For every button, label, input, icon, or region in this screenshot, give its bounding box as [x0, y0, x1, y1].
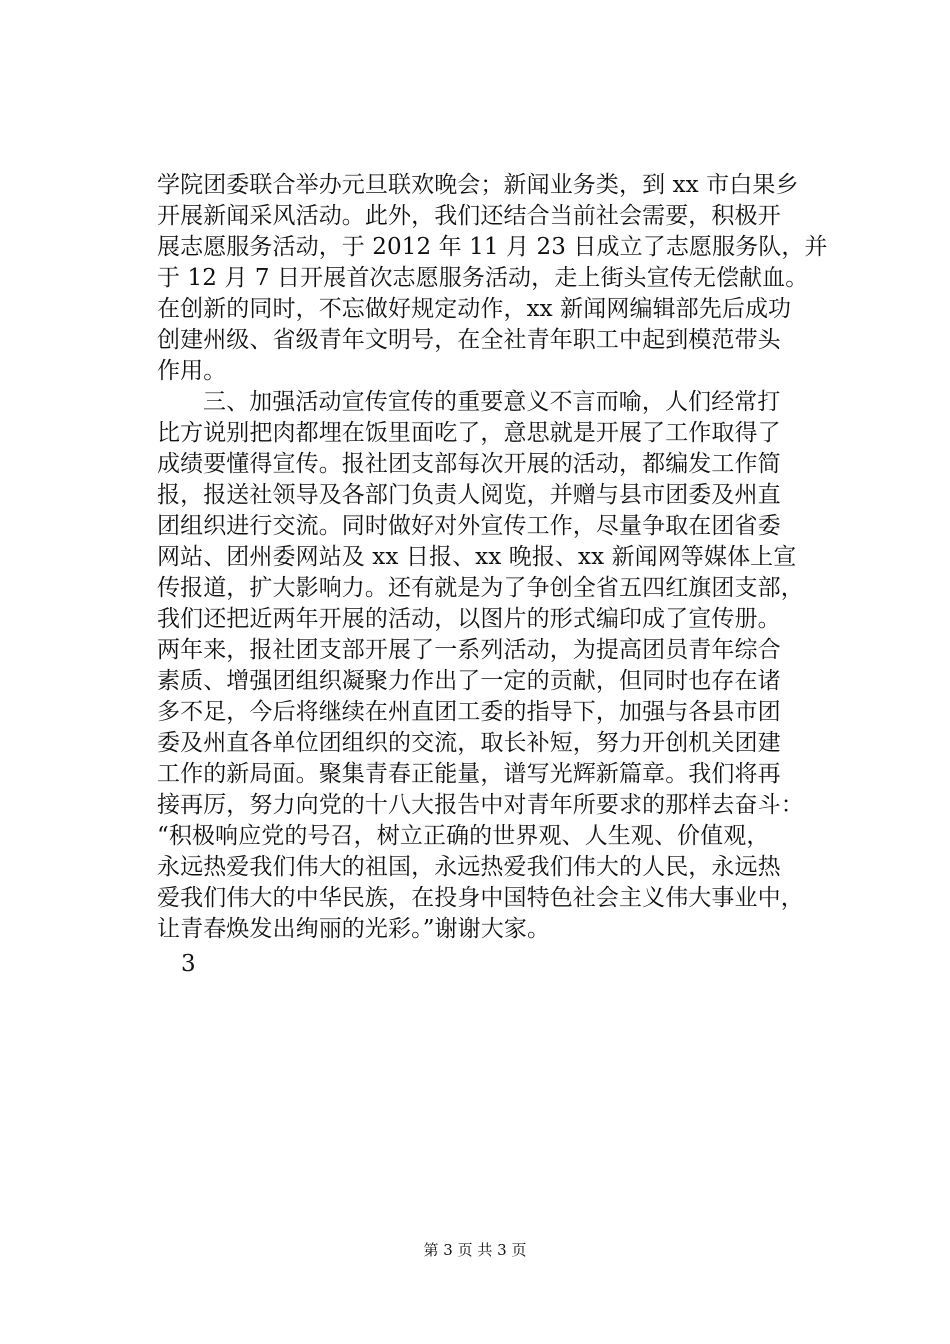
text-line: 开展新闻采风活动。此外，我们还结合当前社会需要，积极开: [157, 203, 781, 229]
text-line: 学院团委联合举办元旦联欢晚会；新闻业务类，到 xx 市白果乡: [157, 172, 799, 198]
text-line: 委及州直各单位团组织的交流，取长补短，努力开创机关团建: [157, 730, 781, 756]
text-line: 我们还把近两年开展的活动，以图片的形式编印成了宣传册。: [157, 606, 781, 632]
inline-page-number: 3: [181, 951, 196, 977]
text-line: 创建州级、省级青年文明号，在全社青年职工中起到模范带头: [157, 327, 781, 353]
text-line: 于 12 月 7 日开展首次志愿服务活动，走上街头宣传无偿献血。: [157, 265, 809, 291]
text-line: 爱我们伟大的中华民族，在投身中国特色社会主义伟大事业中，: [157, 885, 804, 911]
text-line: “积极响应党的号召，树立正确的世界观、人生观、价值观，: [157, 823, 770, 849]
text-line: 团组织进行交流。同时做好对外宣传工作，尽量争取在团省委: [157, 513, 781, 539]
page-footer: 第 3 页 共 3 页: [423, 1241, 527, 1259]
text-line: 作用。: [157, 358, 227, 384]
document-body: [157, 170, 847, 980]
text-line: 接再厉，努力向党的十八大报告中对青年所要求的那样去奋斗：: [157, 792, 804, 818]
text-line: 素质、增强团组织凝聚力作出了一定的贡献，但同时也存在诸: [157, 668, 781, 694]
text-line: 报，报送社领导及各部门负责人阅览，并赠与县市团委及州直: [157, 482, 781, 508]
paragraph-start-line: 三、加强活动宣传宣传的重要意义不言而喻，人们经常打: [203, 389, 781, 415]
text-line: 传报道，扩大影响力。还有就是为了争创全省五四红旗团支部，: [157, 575, 804, 601]
text-line: 成绩要懂得宣传。报社团支部每次开展的活动，都编发工作简: [157, 451, 781, 477]
text-line: 多不足，今后将继续在州直团工委的指导下，加强与各县市团: [157, 699, 781, 725]
text-line: 让青春焕发出绚丽的光彩。”谢谢大家。: [157, 916, 551, 942]
text-line: 展志愿服务活动，于 2012 年 11 月 23 日成立了志愿服务队，并: [157, 234, 828, 260]
text-line: 比方说别把肉都埋在饭里面吃了，意思就是开展了工作取得了: [157, 420, 781, 446]
text-line: 网站、团州委网站及 xx 日报、xx 晚报、xx 新闻网等媒体上宣: [157, 544, 797, 570]
text-line: 在创新的同时，不忘做好规定动作，xx 新闻网编辑部先后成功: [157, 296, 792, 322]
text-line: 工作的新局面。聚集青春正能量，谱写光辉新篇章。我们将再: [157, 761, 781, 787]
text-line: 永远热爱我们伟大的祖国，永远热爱我们伟大的人民，永远热: [157, 854, 781, 880]
text-line: 两年来，报社团支部开展了一系列活动，为提高团员青年综合: [157, 637, 781, 663]
